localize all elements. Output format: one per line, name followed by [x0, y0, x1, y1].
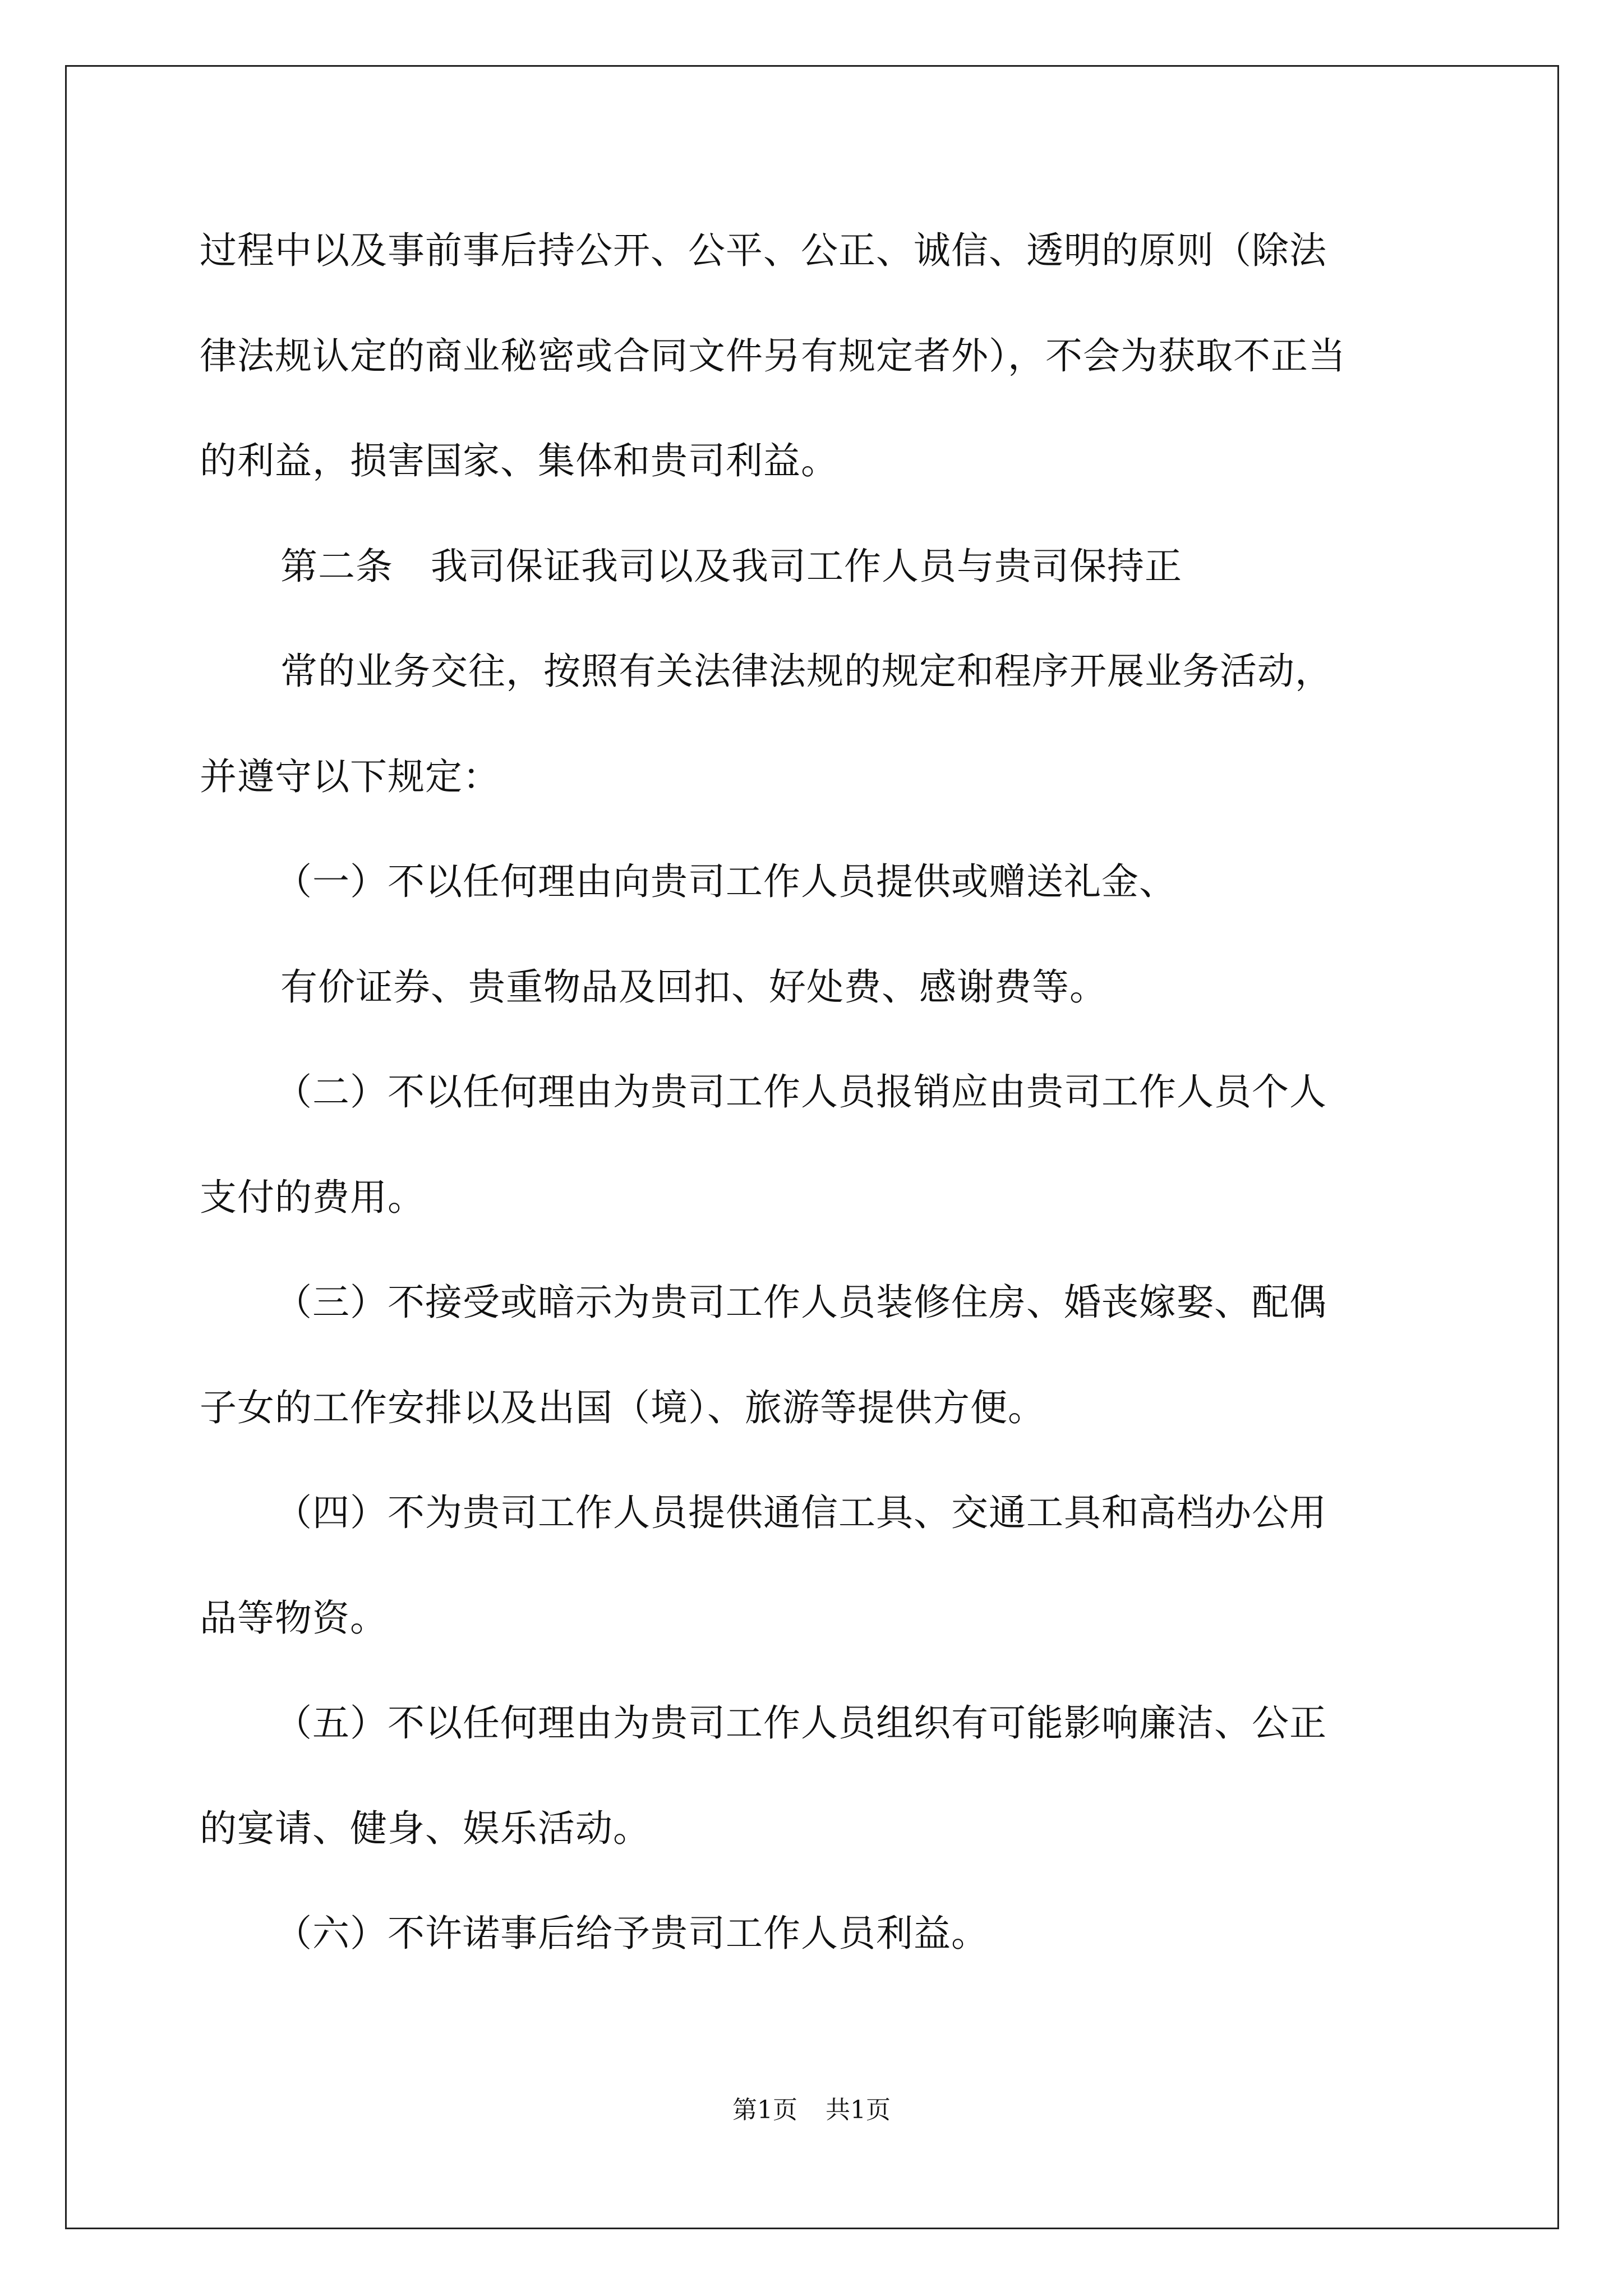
text-line: 律法规认定的商业秘密或合同文件另有规定者外），不会为获取不正当	[200, 334, 1346, 378]
page-number: 第1页	[732, 2096, 797, 2124]
text-line: （二）不以任何理由为贵司工作人员报销应由贵司工作人员个人	[275, 1070, 1327, 1114]
page-total: 共1页	[826, 2096, 891, 2124]
text-line: 子女的工作安排以及出国（境）、旅游等提供方便。	[200, 1386, 1045, 1429]
page-border	[65, 65, 1559, 2229]
text-line: （五）不以任何理由为贵司工作人员组织有可能影响廉洁、公正	[275, 1701, 1327, 1745]
text-line: （一）不以任何理由向贵司工作人员提供或赠送礼金、	[275, 860, 1177, 903]
text-line: （六）不许诺事后给予贵司工作人员利益。	[275, 1912, 989, 1955]
text-line: 支付的费用。	[200, 1176, 425, 1219]
text-line: （三）不接受或暗示为贵司工作人员装修住房、婚丧嫁娶、配偶	[275, 1281, 1327, 1324]
text-line: （四）不为贵司工作人员提供通信工具、交通工具和高档办公用	[275, 1491, 1327, 1534]
text-line: 过程中以及事前事后持公开、公平、公正、诚信、透明的原则（除法	[200, 229, 1327, 272]
text-line: 品等物资。	[200, 1596, 388, 1640]
text-line: 的利益，损害国家、集体和贵司利益。	[200, 439, 838, 482]
text-line: 的宴请、健身、娱乐活动。	[200, 1807, 651, 1850]
text-line: 第二条 我司保证我司以及我司工作人员与贵司保持正	[280, 545, 1182, 588]
page-footer	[0, 2093, 1623, 2127]
text-line: 常的业务交往，按照有关法律法规的规定和程序开展业务活动，	[280, 650, 1332, 693]
text-line: 有价证券、贵重物品及回扣、好处费、感谢费等。	[280, 965, 1107, 1009]
text-line: 并遵守以下规定：	[200, 755, 500, 798]
